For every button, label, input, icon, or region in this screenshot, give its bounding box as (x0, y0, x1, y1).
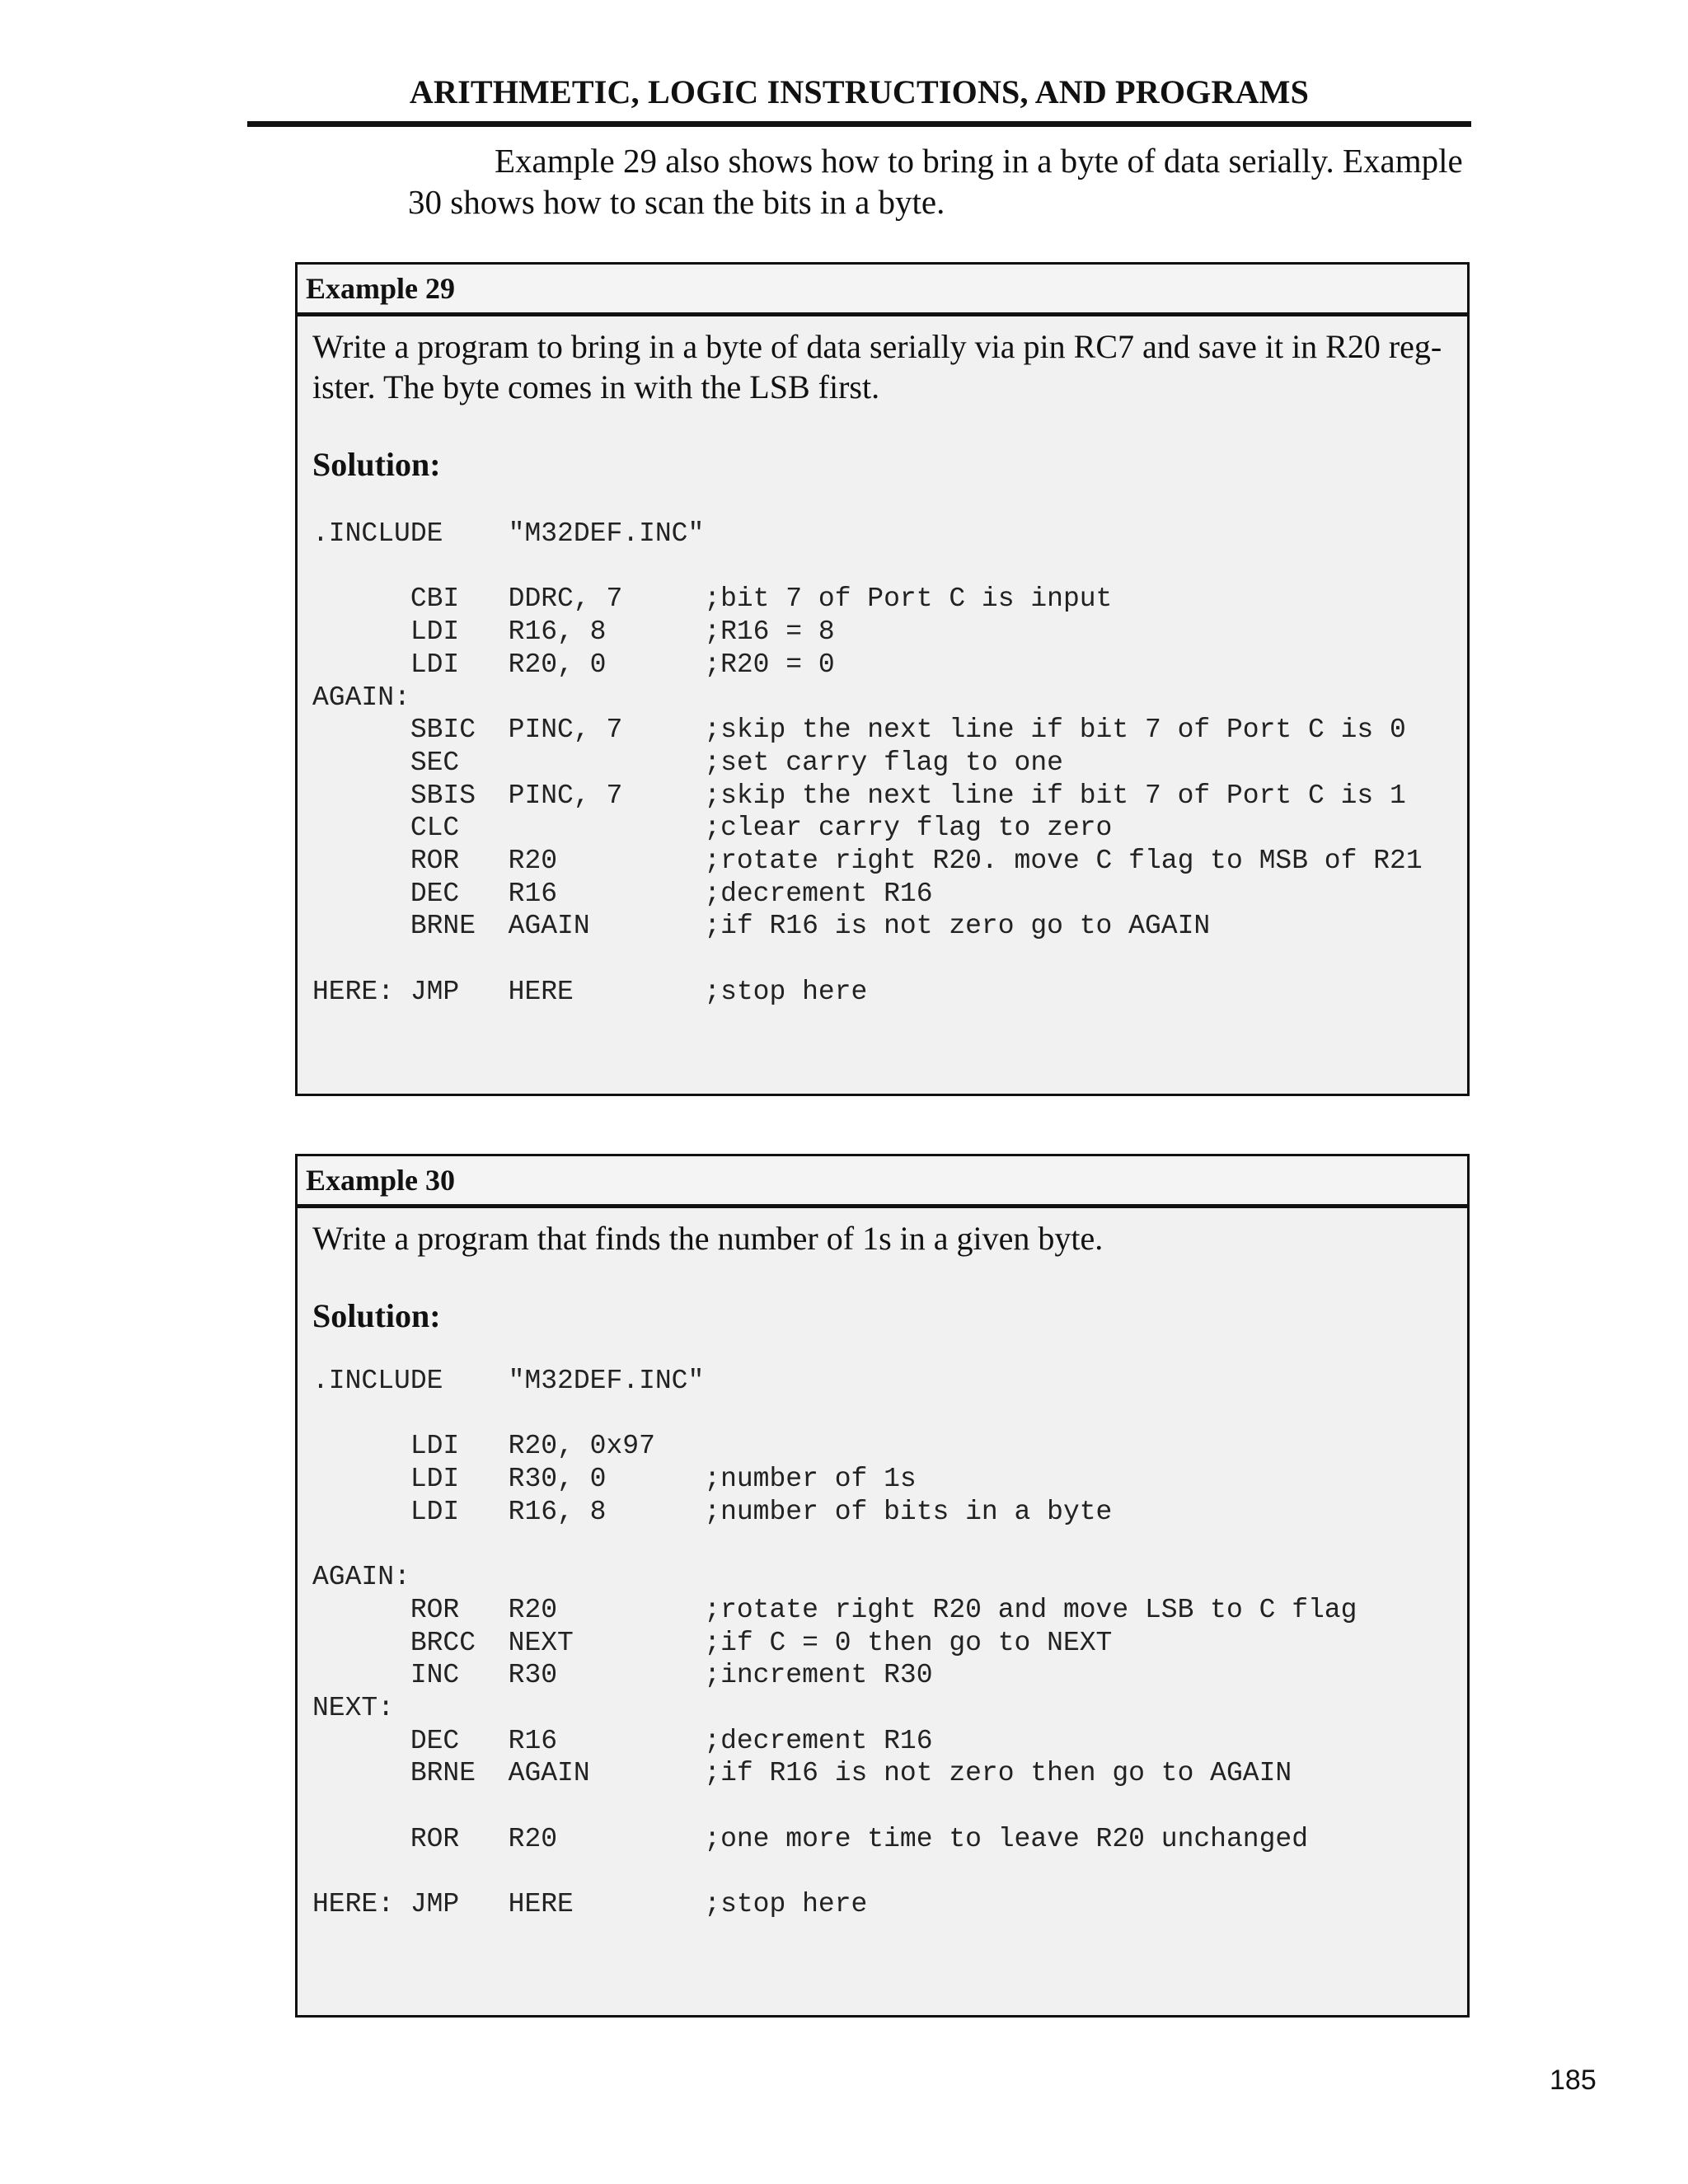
code-line: HERE: JMP HERE ;stop here (312, 976, 868, 1007)
code-line: SBIS PINC, 7 ;skip the next line if bit 7 of Port C is 1 (312, 780, 1406, 811)
intro-paragraph (408, 140, 1467, 223)
example-29-problem (312, 326, 1451, 407)
code-line: DEC R16 ;decrement R16 (312, 878, 933, 909)
code-line: HERE: JMP HERE ;stop here (312, 1889, 868, 1920)
code-line (312, 1856, 1451, 1889)
code-line: .INCLUDE "M32DEF.INC" (312, 518, 705, 549)
code-line (312, 1529, 1451, 1562)
example-30-solution-label: Solution: (312, 1297, 441, 1334)
code-line: BRNE AGAIN ;if R16 is not zero go to AGAIN (312, 911, 1211, 942)
code-line: CLC ;clear carry flag to zero (312, 813, 1113, 844)
code-line: DEC R16 ;decrement R16 (312, 1725, 933, 1756)
code-line: ROR R20 ;rotate right R20 and move LSB to C flag (312, 1594, 1357, 1625)
code-line: SBIC PINC, 7 ;skip the next line if bit 7 of Port C is 0 (312, 715, 1406, 746)
page-number: 185 (1550, 2064, 1597, 2096)
example-30-problem-line-1: Write a program that finds the number of 1s in a given byte. (312, 1220, 1104, 1257)
code-line: ROR R20 ;one more time to leave R20 unchanged (312, 1823, 1308, 1854)
code-line: SEC ;set carry flag to one (312, 747, 1063, 778)
code-line (312, 943, 1451, 976)
example-30-title: Example 30 (298, 1156, 1467, 1208)
code-line: ROR R20 ;rotate right R20. move C flag to MSB of R21 (312, 846, 1423, 877)
code-line (312, 551, 1451, 583)
code-line: LDI R16, 8 ;number of bits in a byte (312, 1496, 1113, 1527)
code-line: LDI R30, 0 ;number of 1s (312, 1464, 917, 1495)
code-line: BRNE AGAIN ;if R16 is not zero then go to AGAIN (312, 1758, 1292, 1789)
code-line (312, 1790, 1451, 1823)
code-line: BRCC NEXT ;if C = 0 then go to NEXT (312, 1627, 1113, 1658)
example-29-box (295, 262, 1470, 1096)
example-29-problem-line-1: Write a program to bring in a byte of data serially via pin RC7 and save it in R20 reg- (312, 328, 1442, 365)
code-line: INC R30 ;increment R30 (312, 1660, 933, 1691)
code-line (312, 1398, 1451, 1431)
example-29-code-listing (312, 518, 1451, 1009)
intro-line-2: 30 shows how to scan the bits in a byte. (408, 183, 945, 221)
code-line: .INCLUDE "M32DEF.INC" (312, 1366, 705, 1396)
example-30-code-listing (312, 1365, 1451, 1921)
example-29-solution-label: Solution: (312, 446, 441, 483)
code-line: CBI DDRC, 7 ;bit 7 of Port C is input (312, 583, 1113, 615)
example-29-body (298, 326, 1467, 1009)
example-29-problem-line-2: ister. The byte comes in with the LSB first. (312, 368, 880, 405)
example-30-problem (312, 1218, 1451, 1258)
code-line: LDI R20, 0 ;R20 = 0 (312, 649, 835, 680)
example-29-title: Example 29 (298, 265, 1467, 316)
example-30-body (298, 1218, 1467, 1921)
code-line: AGAIN: (312, 682, 410, 713)
code-line: LDI R20, 0x97 (312, 1431, 655, 1462)
intro-line-1: Example 29 also shows how to bring in a byte of data serially. Example (495, 142, 1463, 180)
example-30-box (295, 1154, 1470, 2018)
header-rule (247, 121, 1471, 127)
code-line: AGAIN: (312, 1562, 410, 1593)
running-head-title: ARITHMETIC, LOGIC INSTRUCTIONS, AND PROGRAMS (409, 73, 1310, 110)
code-line: NEXT: (312, 1693, 395, 1723)
code-line: LDI R16, 8 ;R16 = 8 (312, 616, 835, 648)
